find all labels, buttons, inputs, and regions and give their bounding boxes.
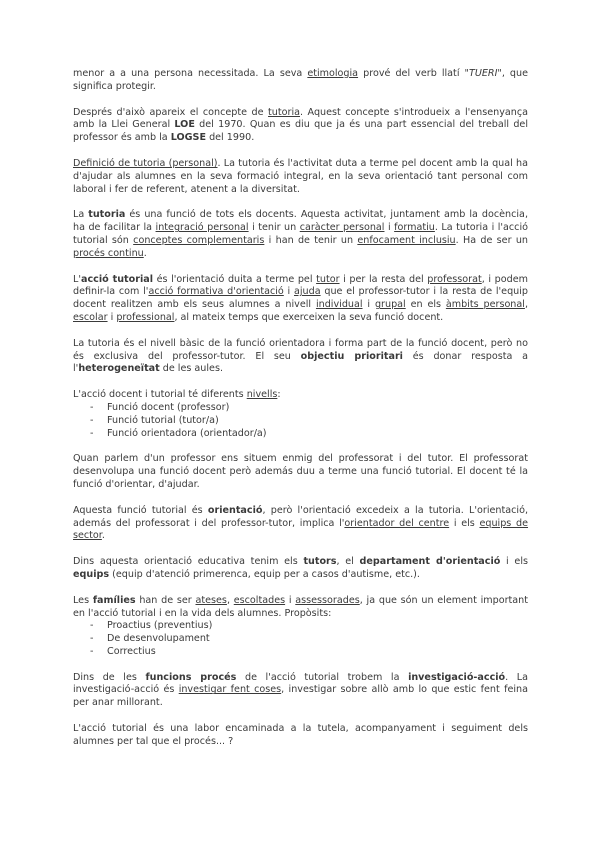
paragraph-research-action — [73, 672, 528, 710]
text: han de ser — [135, 594, 196, 606]
text: i els — [449, 517, 480, 529]
term-tutors: tutors — [303, 556, 337, 568]
term: caràcter personal — [299, 222, 385, 234]
term: assessorades — [295, 594, 360, 606]
text: i tenir un — [248, 222, 300, 234]
text: i — [362, 299, 375, 311]
list-item: - Funció tutorial (tutor/a) — [90, 415, 528, 428]
text: , investigar sobre allò amb lo que estic fent feina per anar millorant. — [73, 684, 529, 709]
text: Aquesta funció tutorial és — [73, 504, 208, 516]
text: i per la resta del — [339, 273, 428, 285]
text: , al mateix temps que exerceixen la seva funció docent. — [174, 311, 444, 323]
text: del 1970. Quan es diu que ja és una part essencial del treball del professor és amb la — [73, 119, 528, 144]
text: . — [143, 247, 147, 259]
paragraph-professor — [73, 453, 528, 491]
term: professorat — [427, 273, 482, 285]
text: . La tutoria és l'activitat duta a terme pel docent amb la qual ha d'ajudar als alumnes en la seva formació integral, en la seva orientació tant personal com laboral i fer de referent, atenent a la diversitat. — [73, 157, 528, 195]
paragraph-tutoria-function — [73, 209, 528, 260]
term: escoltades — [233, 594, 286, 606]
text: L'acció docent i tutorial té diferents — [73, 389, 247, 401]
text: de les aules. — [159, 363, 224, 375]
term-etimologia: etimologia — [307, 68, 359, 79]
text: Quan parlem d'un professor ens situem enmig del professorat i del tutor. El professorat desenvolupa una funció docent però además duu a terme una funció tutorial. El docent té la funció d'orientar, d'ajudar. — [73, 453, 528, 490]
definition-heading: Definició de tutoria (personal) — [73, 157, 218, 169]
text: : — [277, 389, 281, 401]
text: L' — [73, 273, 81, 285]
text: Dins aquesta orientació educativa tenim els — [73, 556, 304, 568]
list-item: - Proactius (preventius) — [90, 620, 528, 633]
list-item: - Correctius — [90, 646, 528, 659]
term: professional — [116, 311, 175, 323]
levels-list — [73, 402, 528, 440]
paragraph-definition — [73, 158, 528, 196]
text: i — [384, 222, 395, 234]
paragraph-etymology — [73, 68, 528, 94]
purposes-list — [73, 620, 528, 658]
text: , el — [336, 556, 360, 568]
term-funcions-proces: funcions procés — [145, 671, 237, 683]
text: , — [524, 299, 528, 311]
text: , que significa protegir. — [73, 68, 528, 92]
text: . Ha de ser un — [455, 234, 528, 246]
text: , però l'orientació excedeix a la tutoria. L'orientació, además del professorat i del professor-tutor, implica l' — [73, 504, 528, 529]
paragraph-levels — [73, 389, 528, 402]
term-equips: equips — [73, 568, 110, 580]
text: , ja que són un element important en l'acció tutorial i en la vida dels alumnes. Propòsits: — [73, 594, 529, 619]
paragraph-accio-tutorial — [73, 274, 528, 325]
list-item: - Funció orientadora (orientador/a) — [90, 428, 528, 441]
text: Les — [73, 594, 93, 606]
term-investigacio-accio: investigació-acció — [408, 671, 506, 683]
term: individual — [315, 299, 363, 311]
term-tutoria: tutoria — [268, 106, 301, 118]
term-tutoria-bold: tutoria — [88, 209, 126, 221]
term: conceptes complementaris — [133, 234, 265, 246]
text: menor a a una persona necessitada. La seva — [73, 68, 308, 79]
paragraph-educational-orientation — [73, 556, 528, 582]
term: orientador del centre — [344, 517, 450, 529]
term: ajuda — [294, 286, 321, 298]
term-accio-tutorial: acció tutorial — [80, 273, 153, 285]
term: equips de sector — [73, 517, 529, 542]
text: i han de tenir un — [264, 234, 358, 246]
term: acció formativa d'orientació — [148, 286, 284, 298]
text: (equip d'atenció primerenca, equip per a casos d'autisme, etc.). — [109, 568, 420, 580]
text: Dins de les — [73, 671, 146, 683]
term: escolar — [73, 311, 108, 323]
term-orientacio: orientació — [207, 504, 263, 516]
term-families: famílies — [92, 594, 136, 606]
term: àmbits personal — [445, 299, 525, 311]
term: enfocament inclusiu — [357, 234, 456, 246]
term: procés continu — [73, 247, 144, 259]
paragraph-tutoria-history — [73, 107, 528, 145]
term-nivells: nivells — [246, 389, 278, 401]
law-loe: LOE — [174, 119, 195, 131]
text: del 1990. — [206, 132, 255, 144]
term: investigar fent coses — [178, 684, 282, 696]
text: La tutoria és el nivell bàsic de la funció orientadora i forma part de la funció docent, però no és exclusiva del professor-tutor. El seu — [73, 337, 528, 362]
text: L'acció tutorial és una labor encaminada a la tutela, acompanyament i seguiment dels alumnes per tal que el procés... ? — [73, 723, 528, 747]
text: és l'orientació duita a terme pel — [153, 273, 317, 285]
text: Després d'això apareix el concepte de — [73, 106, 269, 118]
law-logse: LOGSE — [170, 132, 207, 144]
paragraph-orientacio — [73, 505, 528, 543]
text: La — [73, 209, 89, 221]
list-item: - De desenvolupament — [90, 633, 528, 646]
text: i — [285, 594, 296, 606]
text: i — [107, 311, 117, 323]
text: és donar resposta a l' — [73, 350, 528, 375]
term: integració personal — [155, 222, 249, 234]
text: . Aquest concepte s'introdueix a l'ensenyança amb la Llei General — [73, 106, 529, 131]
paragraph-basic-level — [73, 338, 528, 376]
term: formatiu — [394, 222, 435, 234]
term-heterogeneitat: heterogeneïtat — [78, 363, 160, 375]
paragraph-families — [73, 595, 528, 621]
term: grupal — [374, 299, 406, 311]
text: és una funció de tots els docents. Aquesta activitat, juntament amb la docència, ha de facilitar la — [73, 209, 528, 234]
list-item: - Funció docent (professor) — [90, 402, 528, 415]
term: ateses — [195, 594, 227, 606]
paragraph-closing — [73, 723, 528, 749]
text: de l'acció tutorial trobem la — [236, 671, 409, 683]
text: i els — [500, 556, 528, 568]
text: i — [283, 286, 294, 298]
text: . — [101, 530, 105, 542]
term-departament: departament d'orientació — [359, 556, 501, 568]
latin-word: "TUERI" — [464, 68, 502, 79]
term-objectiu: objectiu prioritari — [300, 350, 403, 362]
text: que el professor-tutor i la resta de l'equip docent realitzen amb els seus alumnes a nivell — [73, 286, 528, 311]
term: tutor — [316, 273, 340, 285]
text: . La investigació-acció és — [73, 671, 529, 696]
text: , — [226, 594, 234, 606]
text: en els — [405, 299, 446, 311]
text: prové del verb llatí — [358, 68, 465, 79]
text: , i podem definir-la com l' — [73, 273, 528, 298]
text: . La tutoria i l'acció tutorial són — [73, 222, 528, 246]
